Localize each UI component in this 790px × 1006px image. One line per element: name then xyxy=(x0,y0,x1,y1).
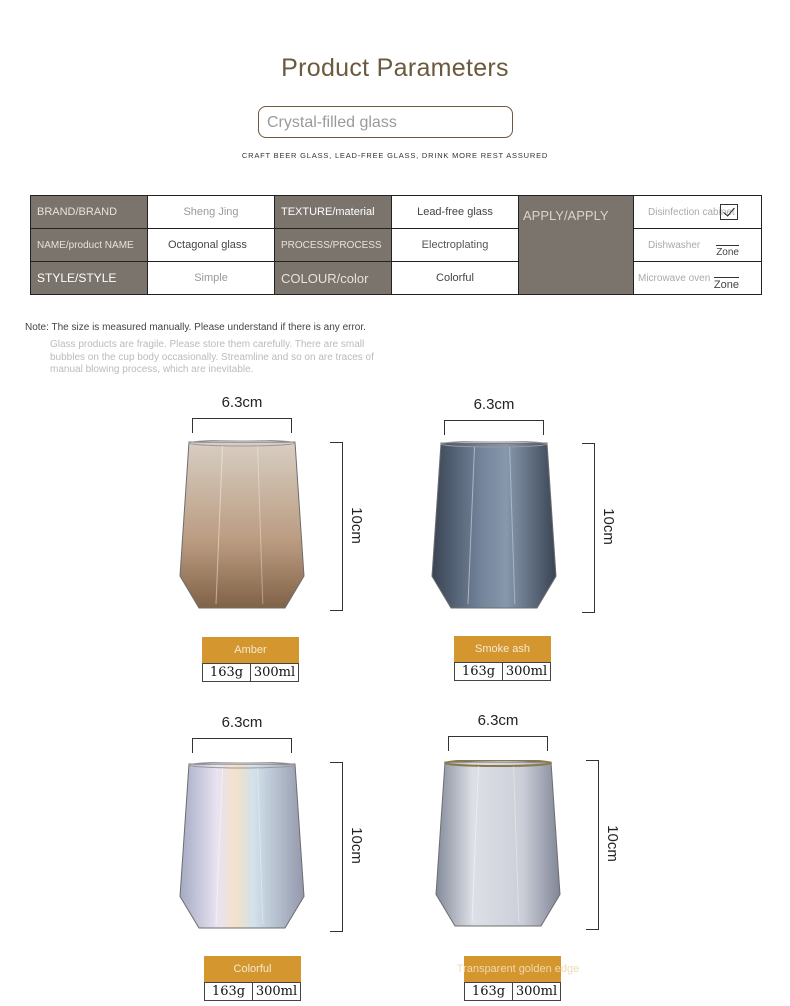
page-title: Product Parameters xyxy=(281,54,509,82)
weight-value: 163g xyxy=(465,983,513,1000)
spec-row xyxy=(454,662,551,681)
color-name-label: Amber xyxy=(234,644,267,656)
apply-option-label: Microwave oven xyxy=(638,272,711,284)
width-dimension-label: 6.3cm xyxy=(221,714,263,731)
width-bracket xyxy=(192,418,292,433)
spec-row xyxy=(464,982,561,1001)
size-note: Note: The size is measured manually. Please understand if there is any error. xyxy=(25,322,366,333)
apply-option-microwave xyxy=(634,262,762,295)
height-bracket xyxy=(586,760,599,930)
apply-option-dishwasher xyxy=(634,229,762,262)
height-dimension-label: 10cm xyxy=(347,506,365,544)
width-dimension-label: 6.3cm xyxy=(477,712,519,729)
colour-value: Colorful xyxy=(392,262,519,295)
page-subtitle: CRAFT BEER GLASS, LEAD-FREE GLASS, DRINK MORE REST ASSURED xyxy=(241,151,549,160)
color-name-label: Smoke ash xyxy=(474,643,531,655)
parameters-table xyxy=(30,195,762,295)
width-bracket xyxy=(444,420,544,435)
name-value: Octagonal glass xyxy=(148,229,275,262)
fragile-note: Glass products are fragile. Please store them carefully. There are small bubbles on the cup body occasionally. Streamline and so on are traces of manual blowing process, which are inevitable. xyxy=(50,339,374,375)
volume-value: 300ml xyxy=(515,984,558,999)
color-name-label: Colorful xyxy=(233,963,272,975)
color-name-tag xyxy=(204,956,301,982)
width-bracket xyxy=(448,736,548,751)
glass-image xyxy=(429,441,559,610)
height-bracket xyxy=(330,762,343,932)
checkbox-checked-icon xyxy=(720,204,738,220)
brand-value: Sheng Jing xyxy=(148,196,275,229)
spec-row xyxy=(204,982,301,1001)
product-type-pill: Crystal-filled glass xyxy=(258,106,513,138)
apply-option-disinfection xyxy=(634,196,762,229)
volume-value: 300ml xyxy=(255,984,298,999)
glass-image xyxy=(177,440,307,610)
name-label: NAME/product NAME xyxy=(31,229,148,262)
glass-image xyxy=(177,762,307,930)
color-name-tag xyxy=(456,956,580,982)
height-dimension-label: 10cm xyxy=(599,508,617,545)
spec-row xyxy=(202,663,299,682)
color-name-tag xyxy=(454,636,551,662)
apply-option-mark: Zone xyxy=(713,279,739,291)
weight-value: 163g xyxy=(203,664,251,681)
apply-option-label: Disinfection cabinet xyxy=(648,206,735,218)
style-value: Simple xyxy=(148,262,275,295)
height-dimension-label: 10cm xyxy=(347,827,365,864)
color-name-label: Transparent golden edge xyxy=(456,963,580,975)
brand-label: BRAND/BRAND xyxy=(31,196,148,229)
apply-label: APPLY/APPLY xyxy=(519,196,634,295)
texture-label: TEXTURE/material xyxy=(275,196,392,229)
style-label: STYLE/STYLE xyxy=(31,262,148,295)
texture-value: Lead-free glass xyxy=(392,196,519,229)
width-bracket xyxy=(192,738,292,753)
apply-option-mark: Zone xyxy=(716,247,739,258)
volume-value: 300ml xyxy=(253,665,296,680)
glass-image xyxy=(433,760,563,928)
process-label: PROCESS/PROCESS xyxy=(275,229,392,262)
process-value: Electroplating xyxy=(392,229,519,262)
height-dimension-label: 10cm xyxy=(603,825,621,862)
color-name-tag xyxy=(202,637,299,663)
width-dimension-label: 6.3cm xyxy=(221,394,263,411)
height-bracket xyxy=(582,443,595,613)
colour-label: COLOUR/color xyxy=(275,262,392,295)
width-dimension-label: 6.3cm xyxy=(473,396,515,413)
weight-value: 163g xyxy=(455,663,503,680)
weight-value: 163g xyxy=(205,983,253,1000)
apply-option-label: Dishwasher xyxy=(648,239,701,251)
height-bracket xyxy=(330,442,343,611)
volume-value: 300ml xyxy=(505,664,548,679)
